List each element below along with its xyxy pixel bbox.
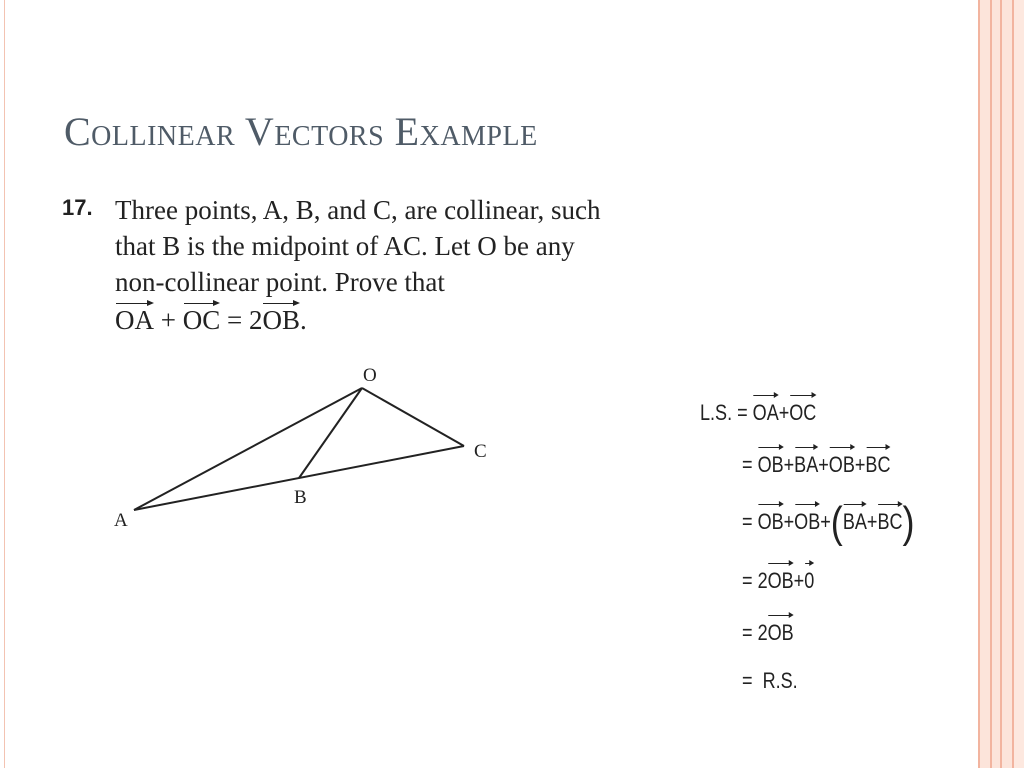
vector-oc: OC bbox=[789, 400, 817, 425]
coefficient: 2 bbox=[757, 568, 768, 593]
vector-bc: BC bbox=[877, 509, 903, 534]
equals-sign: = bbox=[227, 305, 243, 335]
zero-vector: 0 bbox=[804, 568, 815, 593]
vector-ob: OB bbox=[757, 509, 784, 534]
plus-sign: + bbox=[818, 452, 829, 477]
border-stripe bbox=[1014, 0, 1024, 768]
coefficient: 2 bbox=[248, 305, 263, 335]
vector-ob: OB bbox=[757, 452, 784, 477]
left-paren: ( bbox=[830, 498, 843, 547]
vector-ob: OB bbox=[262, 300, 300, 338]
slide-title: Collinear Vectors Example bbox=[64, 109, 538, 154]
coefficient: 2 bbox=[757, 620, 768, 645]
rs-label: R.S. bbox=[762, 668, 798, 693]
label-a: A bbox=[114, 510, 128, 531]
plus-sign: + bbox=[160, 305, 176, 335]
label-b: B bbox=[294, 487, 307, 508]
triangle-diagram bbox=[100, 360, 520, 540]
plus-sign: + bbox=[820, 509, 831, 534]
vector-bc: BC bbox=[865, 452, 891, 477]
equals-sign: = bbox=[742, 620, 753, 645]
left-border-line bbox=[4, 0, 5, 768]
equals-sign: = bbox=[742, 509, 753, 534]
equals-sign: = bbox=[742, 668, 753, 693]
border-stripe bbox=[1002, 0, 1012, 768]
problem-statement bbox=[115, 300, 705, 338]
problem-line: non-collinear point. Prove that bbox=[115, 267, 445, 297]
proof-row-4 bbox=[742, 568, 814, 594]
problem-line: that B is the midpoint of AC. Let O be any bbox=[115, 231, 575, 261]
proof-row-2 bbox=[742, 452, 890, 478]
ls-label: L.S. = bbox=[700, 400, 748, 425]
label-c: C bbox=[474, 441, 487, 462]
plus-sign: + bbox=[778, 400, 790, 425]
border-stripe bbox=[992, 0, 1000, 768]
vector-ob: OB bbox=[767, 568, 794, 593]
border-stripe bbox=[980, 0, 990, 768]
plus-sign: + bbox=[793, 568, 805, 593]
vector-ob: OB bbox=[794, 509, 821, 534]
label-o: O bbox=[363, 365, 377, 386]
segment-ob bbox=[299, 388, 362, 478]
proof-row-6 bbox=[742, 668, 798, 694]
right-paren: ) bbox=[902, 498, 915, 547]
plus-sign: + bbox=[866, 509, 878, 534]
segment-ao bbox=[134, 388, 362, 510]
period: . bbox=[300, 305, 307, 335]
problem-text bbox=[115, 192, 705, 338]
plus-sign: + bbox=[854, 452, 866, 477]
proof-row-1 bbox=[700, 400, 816, 426]
plus-sign: + bbox=[783, 509, 795, 534]
vector-ba: BA bbox=[794, 452, 819, 477]
equals-sign: = bbox=[742, 568, 753, 593]
proof-row-3 bbox=[742, 498, 915, 548]
vector-oa: OA bbox=[115, 300, 154, 338]
problem-line: Three points, A, B, and C, are collinear, such bbox=[115, 195, 601, 225]
vector-ba: BA bbox=[842, 509, 867, 534]
segment-oc bbox=[362, 388, 464, 446]
vector-oa: OA bbox=[752, 400, 779, 425]
vector-ob: OB bbox=[767, 620, 794, 645]
vector-ob: OB bbox=[828, 452, 855, 477]
equals-sign: = bbox=[742, 452, 753, 477]
proof-row-5 bbox=[742, 620, 794, 646]
vector-oc: OC bbox=[183, 300, 221, 338]
plus-sign: + bbox=[783, 452, 795, 477]
problem-number: 17. bbox=[62, 195, 93, 220]
